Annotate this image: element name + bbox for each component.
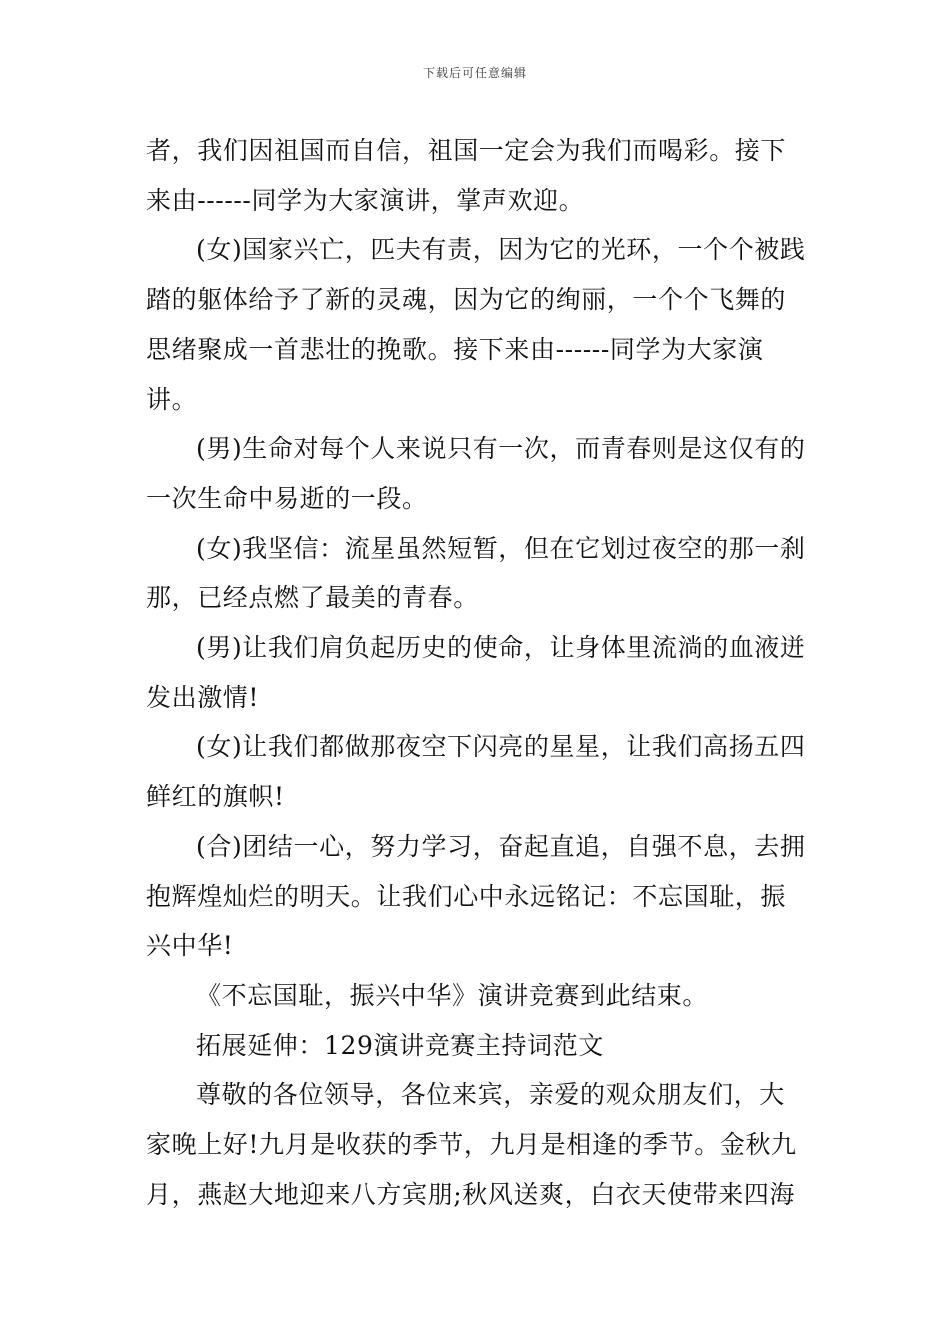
paragraph: 尊敬的各位领导，各位来宾，亲爱的观众朋友们，大家晚上好!九月是收获的季节，九月是相逢的季节。金秋九月，燕赵大地迎来八方宾朋;秋风送爽，白衣天使带来四海 — [146, 1080, 797, 1209]
paragraph: (女)让我们都做那夜空下闪亮的星星，让我们高扬五四鲜红的旗帜! — [146, 732, 806, 812]
document-body — [146, 126, 808, 1219]
paragraph: 《不忘国耻，振兴中华》演讲竞赛到此结束。 — [196, 980, 709, 1010]
paragraph: 者，我们因祖国而自信，祖国一定会为我们而喝彩。接下来由------同学为大家演讲，掌声欢迎。 — [146, 136, 787, 215]
page-header: 下载后可任意编辑 — [422, 66, 527, 80]
paragraph: (女)国家兴亡，匹夫有责，因为它的光环，一个个被践踏的躯体给予了新的灵魂，因为它的绚丽，一个个飞舞的思绪聚成一首悲壮的挽歌。接下来由------同学为大家演讲。 — [146, 235, 806, 414]
paragraph: (合)团结一心，努力学习，奋起直追，自强不息，去拥抱辉煌灿烂的明天。让我们心中永远铭记：不忘国耻，振兴中华! — [146, 831, 806, 961]
paragraph: (男)生命对每个人来说只有一次，而青春则是这仅有的一次生命中易逝的一段。 — [146, 434, 806, 513]
paragraph: (女)我坚信：流星虽然短暂，但在它划过夜空的那一刹那，已经点燃了最美的青春。 — [146, 533, 806, 613]
section-heading: 拓展延伸：129演讲竞赛主持词范文 — [196, 1030, 604, 1060]
paragraph: (男)让我们肩负起历史的使命，让身体里流淌的血液迸发出激情! — [146, 633, 806, 712]
